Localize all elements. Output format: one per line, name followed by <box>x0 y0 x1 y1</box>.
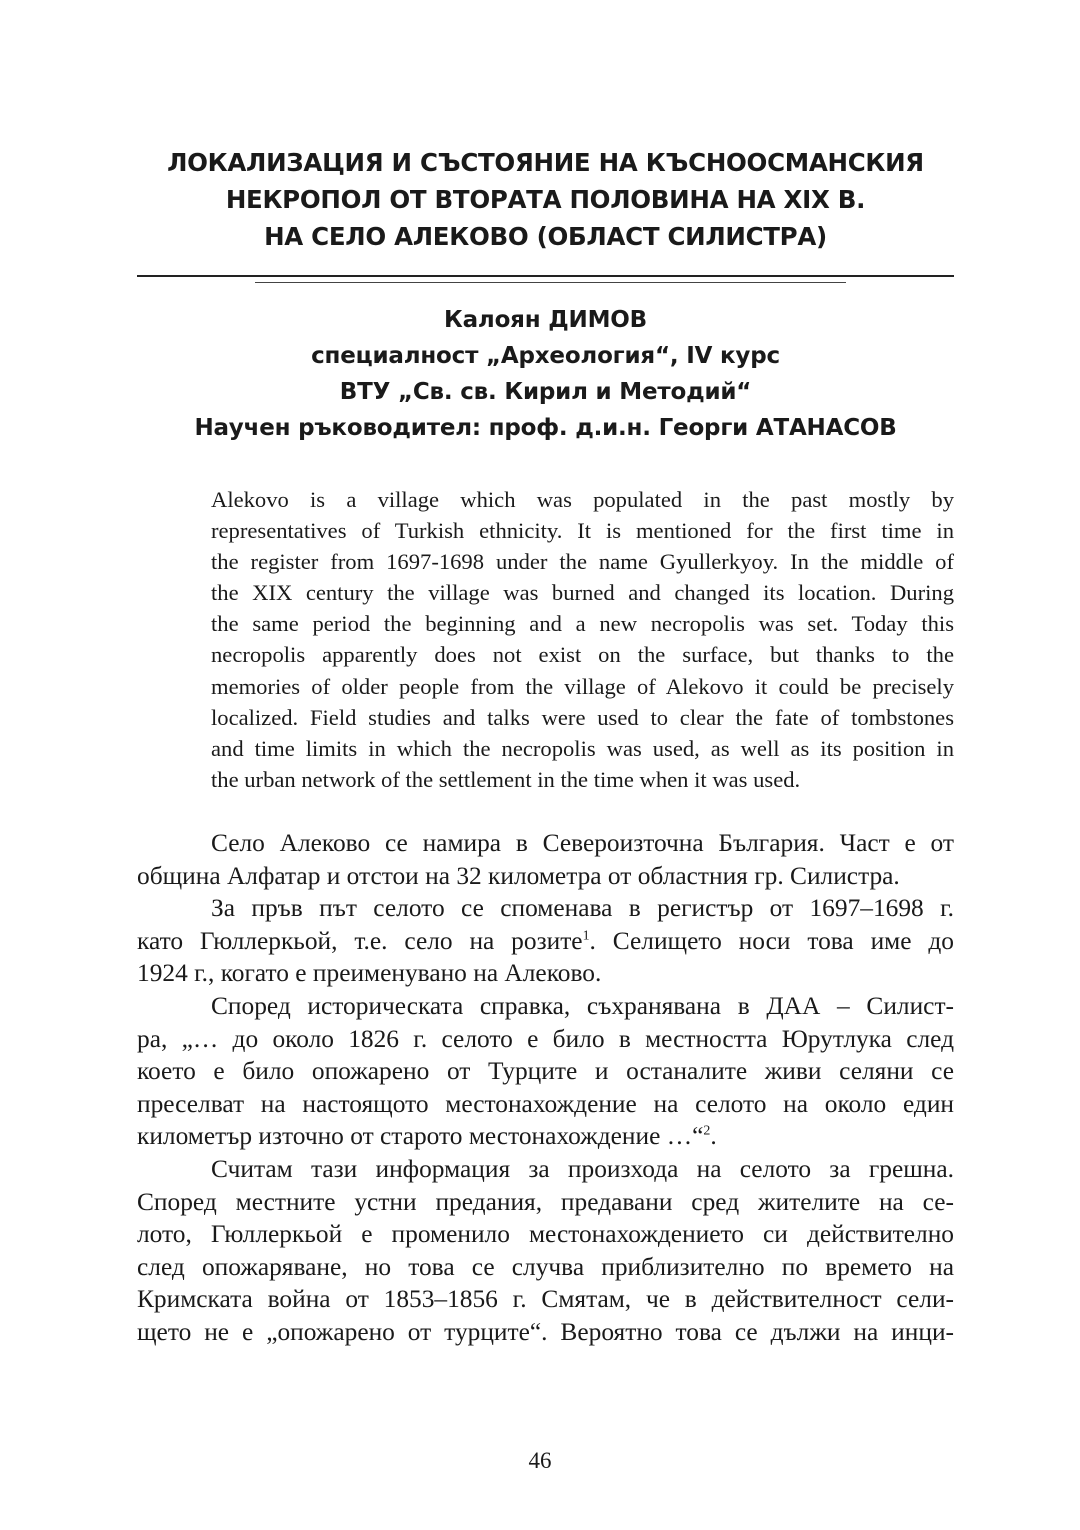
author-university: ВТУ „Св. св. Кирил и Методий“ <box>339 379 752 405</box>
body-line: което е било опожарено от Турците и останалите живи селяни се <box>137 1057 954 1086</box>
body-line: Според историческата справка, съхранявана в ДАА – Силист- <box>211 991 954 1020</box>
abstract-line: the XIX century the village was burned and changed its location. During <box>211 580 954 606</box>
body-line: лото, Гюллеркьой е променило местонахождението си действително <box>137 1220 954 1249</box>
abstract-line: memories of older people from the village of Alekovo it could be precisely <box>211 673 954 699</box>
body-line: За пръв път селото се споменава в регистър от 1697–1698 г. <box>211 894 954 923</box>
abstract-line: the register from 1697-1698 under the name Gyullerkyoy. In the middle of <box>211 549 954 575</box>
abstract-line: necropolis apparently does not exist on the surface, but thanks to the <box>211 642 954 668</box>
body-line: община Алфатар и отстои на 32 километра от областния гр. Силистра. <box>137 861 900 890</box>
abstract-line: the same period the beginning and a new necropolis was set. Today this <box>211 611 954 637</box>
abstract-line: the urban network of the settlement in the time when it was used. <box>211 766 801 792</box>
body-line: щето не е „опожарено от турците“. Вероятно това се дължи на инци- <box>137 1317 954 1346</box>
body-line: 1924 г., когато е преименувано на Алеково. <box>137 959 602 988</box>
body-line: Според местните устни предания, предавани сред жителите на се- <box>137 1187 954 1216</box>
title-line: НА СЕЛО АЛЕКОВО (ОБЛАСТ СИЛИСТРА) <box>264 222 827 251</box>
author-supervisor: Научен ръководител: проф. д.и.н. Георги АТАНАСОВ <box>194 415 897 441</box>
author-specialty: специалност „Археология“, IV курс <box>311 343 780 369</box>
body-line: Считам тази информация за произхода на селото за грешна. <box>211 1154 954 1183</box>
title-divider-thin <box>255 282 846 283</box>
body-line <box>137 1120 954 1153</box>
abstract-line: representatives of Turkish ethnicity. It is mentioned for the first time in <box>211 518 954 544</box>
footnote-ref: 2 <box>703 1123 711 1139</box>
footnote-ref: 1 <box>582 928 590 944</box>
body-line: след опожаряване, но това се случва приблизително по времето на <box>137 1252 954 1281</box>
body-line: преселват на настоящото местонахождение на селото на около един <box>137 1089 954 1118</box>
abstract-line: localized. Field studies and talks were used to clear the fate of tombstones <box>211 704 954 730</box>
abstract <box>211 484 954 795</box>
title-line: НЕКРОПОЛ ОТ ВТОРАТА ПОЛОВИНА НА XIX В. <box>225 185 866 214</box>
body-line <box>137 925 954 958</box>
body-line: Село Алеково се намира в Североизточна България. Част е от <box>211 829 954 857</box>
text-run: . <box>710 1122 717 1151</box>
author-block <box>137 302 954 446</box>
title-line: ЛОКАЛИЗАЦИЯ И СЪСТОЯНИЕ НА КЪСНООСМАНСКИЯ <box>167 148 924 177</box>
author-name: Калоян ДИМОВ <box>444 307 647 333</box>
article-title <box>137 144 954 255</box>
page-number: 46 <box>528 1448 552 1473</box>
text-run: километър източно от старото местонахождение …“ <box>137 1122 704 1151</box>
body-line: Кримската война от 1853–1856 г. Смятам, че в действителност сели- <box>137 1285 954 1314</box>
title-divider-thick <box>137 275 954 277</box>
body-text <box>137 827 954 1349</box>
abstract-line: Alekovo is a village which was populated in the past mostly by <box>211 487 954 512</box>
text-run: като Гюллеркьой, т.е. село на розите <box>137 926 583 955</box>
text-run: . Селището носи това име до <box>589 926 954 955</box>
body-line: ра, „… до около 1826 г. селото е било в местността Юрутлука след <box>137 1024 954 1053</box>
abstract-line: and time limits in which the necropolis was used, as well as its position in <box>211 735 954 761</box>
